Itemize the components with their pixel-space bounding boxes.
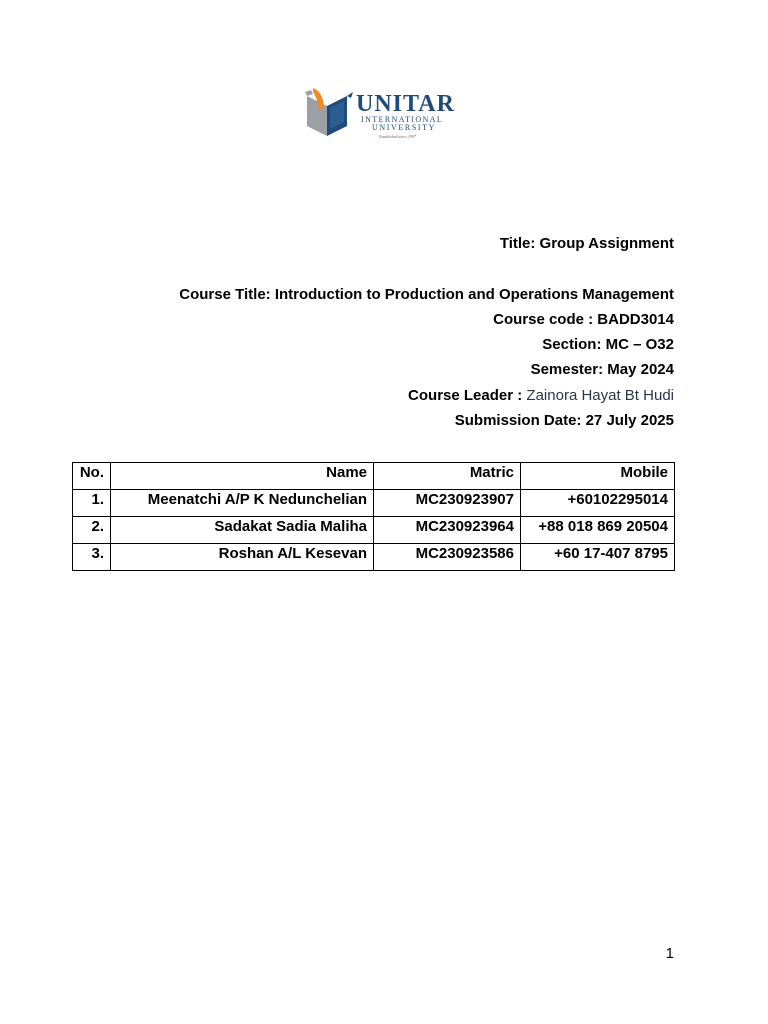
course-leader xyxy=(408,387,674,405)
cell-matric: MC230923964 xyxy=(374,517,521,544)
cell-mobile: +60 17-407 8795 xyxy=(521,544,675,571)
table-row xyxy=(73,490,675,517)
course-leader-label: Course Leader : xyxy=(408,387,527,404)
cell-mobile: +88 018 869 20504 xyxy=(521,517,675,544)
course-leader-name: Zainora Hayat Bt Hudi xyxy=(526,387,674,404)
table-row xyxy=(73,544,675,571)
cell-matric: MC230923907 xyxy=(374,490,521,517)
cell-no: 3. xyxy=(73,544,111,571)
logo-subtitle-university: UNIVERSITY xyxy=(372,123,436,132)
logo-wordmark: UNITAR xyxy=(356,91,455,117)
table-header-row xyxy=(73,463,675,490)
cell-name: Sadakat Sadia Maliha xyxy=(111,517,374,544)
cell-mobile: +60102295014 xyxy=(521,490,675,517)
logo-tagline: Established since 1997 xyxy=(379,134,416,139)
cell-no: 2. xyxy=(73,517,111,544)
page-number: 1 xyxy=(665,945,674,962)
semester: Semester: May 2024 xyxy=(530,361,674,378)
logo-subtitle-international: INTERNATIONAL xyxy=(361,115,444,124)
cell-name: Roshan A/L Kesevan xyxy=(111,544,374,571)
submission-date: Submission Date: 27 July 2025 xyxy=(454,412,674,429)
cell-no: 1. xyxy=(73,490,111,517)
section: Section: MC – O32 xyxy=(542,336,674,353)
cell-matric: MC230923586 xyxy=(374,544,521,571)
course-title: Course Title: Introduction to Production and Operations Management xyxy=(179,286,674,303)
assignment-title: Title: Group Assignment xyxy=(499,235,674,252)
header-matric: Matric xyxy=(374,463,521,490)
group-members-table xyxy=(72,462,675,571)
cell-name: Meenatchi A/P K Nedunchelian xyxy=(111,490,374,517)
header-no: No. xyxy=(73,463,111,490)
header-name: Name xyxy=(111,463,374,490)
table-row xyxy=(73,517,675,544)
book-emblem-icon xyxy=(303,86,355,142)
header-mobile: Mobile xyxy=(521,463,675,490)
university-logo xyxy=(303,86,455,144)
course-code: Course code : BADD3014 xyxy=(493,311,674,328)
